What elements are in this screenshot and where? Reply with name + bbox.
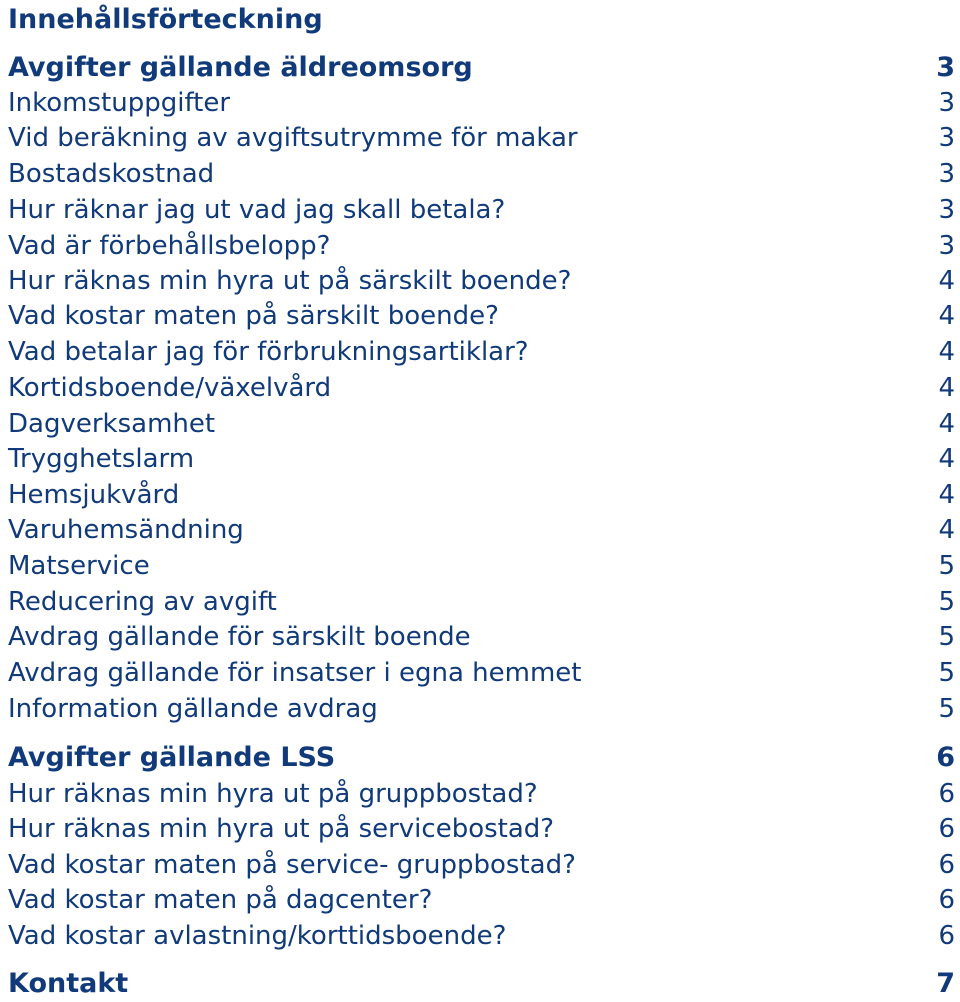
toc-section-heading[interactable] bbox=[8, 966, 955, 1002]
toc-page-number: 4 bbox=[938, 301, 955, 331]
toc-entry[interactable] bbox=[8, 655, 955, 691]
toc-entry-label: Trygghetslarm bbox=[8, 444, 195, 474]
toc-entry[interactable] bbox=[8, 156, 955, 192]
toc-entry[interactable] bbox=[8, 298, 955, 334]
toc-entry[interactable] bbox=[8, 120, 955, 156]
toc-entry[interactable] bbox=[8, 811, 955, 847]
toc-page-number: 5 bbox=[938, 551, 955, 581]
toc-entry[interactable] bbox=[8, 918, 955, 954]
toc-page-number: 6 bbox=[938, 885, 955, 915]
toc-entry-label: Varuhemsändning bbox=[8, 515, 244, 545]
toc-entry-label: Vid beräkning av avgiftsutrymme för makar bbox=[8, 123, 578, 153]
toc-entry[interactable] bbox=[8, 85, 955, 121]
toc-page-number: 6 bbox=[938, 850, 955, 880]
toc-entry-label: Avdrag gällande för insatser i egna hemmet bbox=[8, 658, 582, 688]
page-title: Innehållsförteckning bbox=[8, 4, 323, 35]
toc-entry-label: Bostadskostnad bbox=[8, 159, 215, 189]
toc-entry[interactable] bbox=[8, 584, 955, 620]
toc-page-number: 4 bbox=[938, 266, 955, 296]
toc-section-heading[interactable] bbox=[8, 50, 955, 86]
toc-section-label: Avgifter gällande LSS bbox=[8, 742, 336, 773]
toc-page-number: 5 bbox=[938, 658, 955, 688]
toc-entry[interactable] bbox=[8, 334, 955, 370]
toc-page-number: 4 bbox=[938, 480, 955, 510]
toc-section-label: Avgifter gällande äldreomsorg bbox=[8, 52, 473, 83]
toc-entry-label: Vad betalar jag för förbrukningsartiklar? bbox=[8, 337, 529, 367]
toc-entry[interactable] bbox=[8, 847, 955, 883]
toc-page-number: 3 bbox=[938, 195, 955, 225]
toc-entry-label: Inkomstuppgifter bbox=[8, 88, 231, 118]
toc-entry-label: Vad kostar maten på särskilt boende? bbox=[8, 301, 499, 331]
toc-entry-label: Avdrag gällande för särskilt boende bbox=[8, 622, 471, 652]
toc-page-number: 3 bbox=[936, 52, 955, 83]
toc-page-number: 6 bbox=[938, 921, 955, 951]
toc-page-number: 6 bbox=[938, 814, 955, 844]
toc-page-number: 3 bbox=[938, 231, 955, 261]
toc-entry-label: Matservice bbox=[8, 551, 150, 581]
toc-entry[interactable] bbox=[8, 512, 955, 548]
toc-entry-label: Hur räknas min hyra ut på servicebostad? bbox=[8, 814, 555, 844]
toc-entry-label: Dagverksamhet bbox=[8, 409, 216, 439]
toc-entry-label: Vad kostar avlastning/korttidsboende? bbox=[8, 921, 507, 951]
toc-section-label: Kontakt bbox=[8, 968, 129, 999]
toc-page-number: 4 bbox=[938, 409, 955, 439]
toc-entry-label: Hur räknas min hyra ut på särskilt boende? bbox=[8, 266, 572, 296]
toc-page-number: 7 bbox=[936, 968, 955, 999]
toc-page-number: 4 bbox=[938, 337, 955, 367]
toc-page-number: 3 bbox=[938, 123, 955, 153]
toc-entry[interactable] bbox=[8, 477, 955, 513]
toc-entry[interactable] bbox=[8, 882, 955, 918]
toc-page-number: 3 bbox=[938, 159, 955, 189]
toc-page-number: 6 bbox=[938, 779, 955, 809]
toc-entry-label: Hur räknar jag ut vad jag skall betala? bbox=[8, 195, 506, 225]
toc-entry-label: Hemsjukvård bbox=[8, 480, 180, 510]
toc-page-number: 5 bbox=[938, 622, 955, 652]
toc-entry[interactable] bbox=[8, 263, 955, 299]
toc-entry-label: Kortidsboende/växelvård bbox=[8, 373, 332, 403]
toc-entry-label: Hur räknas min hyra ut på gruppbostad? bbox=[8, 779, 538, 809]
toc-entry[interactable] bbox=[8, 441, 955, 477]
toc-page-number: 5 bbox=[938, 694, 955, 724]
toc-page-number: 4 bbox=[938, 444, 955, 474]
toc-entry[interactable] bbox=[8, 406, 955, 442]
toc-page-number: 4 bbox=[938, 373, 955, 403]
toc-entry[interactable] bbox=[8, 228, 955, 264]
toc-page-number: 6 bbox=[936, 742, 955, 773]
toc-entry[interactable] bbox=[8, 776, 955, 812]
toc-entry-label: Information gällande avdrag bbox=[8, 694, 378, 724]
toc-entry[interactable] bbox=[8, 192, 955, 228]
toc-entry[interactable] bbox=[8, 691, 955, 727]
toc-section-heading[interactable] bbox=[8, 740, 955, 776]
toc-entry[interactable] bbox=[8, 619, 955, 655]
toc-page-number: 3 bbox=[938, 88, 955, 118]
toc-entry-label: Vad är förbehållsbelopp? bbox=[8, 231, 331, 261]
toc-entry-label: Vad kostar maten på service- gruppbostad? bbox=[8, 850, 576, 880]
toc-entry[interactable] bbox=[8, 548, 955, 584]
toc-page-number: 5 bbox=[938, 587, 955, 617]
toc-page-number: 4 bbox=[938, 515, 955, 545]
toc-entry[interactable] bbox=[8, 370, 955, 406]
toc-entry-label: Vad kostar maten på dagcenter? bbox=[8, 885, 433, 915]
toc-entry-label: Reducering av avgift bbox=[8, 587, 277, 617]
